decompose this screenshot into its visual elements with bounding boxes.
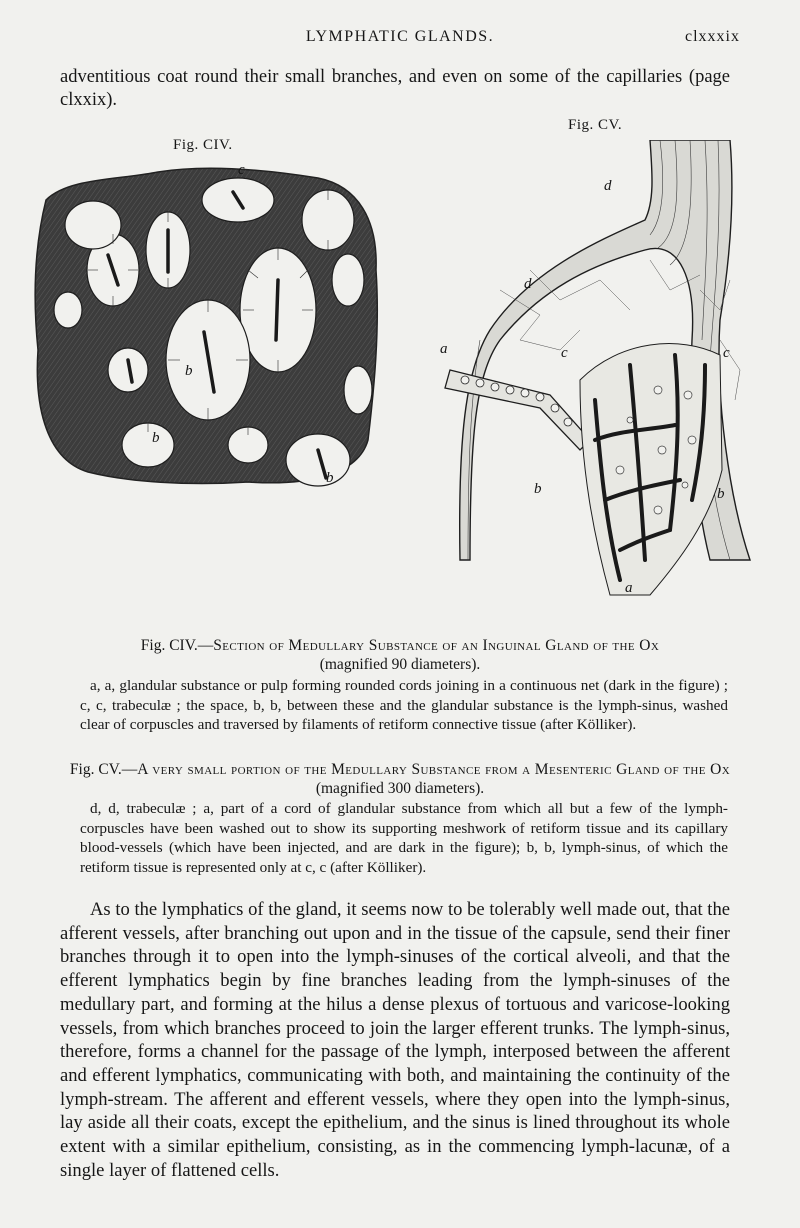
page-header	[60, 28, 740, 52]
fig-104-caption-magnification: (magnified 90 diameters).	[319, 656, 481, 673]
running-head: LYMPHATIC GLANDS.	[305, 28, 495, 45]
fig-104-caption-prefix: Fig. CIV.—	[140, 637, 214, 654]
fig-105-caption-smallcaps: A very small portion of the Medullary Substance from a Mesenteric Gland of the Ox	[137, 761, 731, 778]
fig-105-letter-a: a	[440, 341, 448, 357]
fig-104-letter-b: b	[152, 430, 160, 446]
main-paragraph: As to the lymphatics of the gland, it seems now to be tolerably well made out, that the afferent vessels, after branching out upon and in the tissue of the capsule, send their finer branches through it to open into the lymph-sinuses of the cortical alveoli, and that the efferent lymphatics begin by fine branches leading from the lymph-sinuses of the medullary part, and forming at the hilus a dense plexus of tortuous and varicose-looking vessels, from which branches proceed to join the larger efferent trunks. The lymph-sinus, therefore, forms a channel for the passage of the lymph, interposed between the afferent and efferent lymphatics, communicating with both, and maintaining the continuity of the lymph-stream. The afferent and efferent vessels, where they open into the lymph-sinus, lay aside all their coats, except the epithelium, and the sinus is lined throughout its whole extent with a similar epithelium, consisting, as in the commencing lymph-lacunæ, of a single layer of flattened cells.	[60, 899, 730, 1181]
fig-105-caption-prefix: Fig. CV.—	[69, 761, 138, 778]
fig-105-letter-c: c	[561, 345, 568, 361]
fig-105-letter-c: c	[723, 345, 730, 361]
fig-105-caption-title	[60, 760, 740, 798]
fig-104-label: Fig. CIV.	[173, 137, 233, 153]
fig-105-letter-d: d	[604, 178, 612, 194]
intro-paragraph: adventitious coat round their small branches, and even on some of the capillaries (page clxxix).	[60, 67, 730, 110]
fig-104-letter-b: b	[185, 363, 193, 379]
fig-104-caption-title	[60, 636, 740, 674]
fig-104-letter-b: b	[326, 470, 334, 486]
page-number: clxxxix	[685, 28, 740, 45]
fig-104-letter-c: c	[238, 162, 245, 178]
fig-105-caption-magnification: (magnified 300 diameters).	[315, 780, 485, 797]
fig-105-letter-a: a	[625, 580, 633, 596]
fig-104-caption-body: a, a, glandular substance or pulp forming rounded cords joining in a continuous net (dark in the figure) ; c, c, trabeculæ ; the space, b, b, between these and the glandular substance is the lymph-sinus, washed clear of corpuscles and traversed by filaments of retiform connective tissue (after Kölliker).	[80, 677, 728, 733]
fig-105-illustration	[430, 140, 770, 600]
fig-105-letter-b: b	[717, 486, 725, 502]
fig-105-label: Fig. CV.	[568, 117, 623, 133]
fig-105-letter-b: b	[534, 481, 542, 497]
fig-104-caption-smallcaps: Section of Medullary Substance of an Inguinal Gland of the Ox	[213, 637, 660, 654]
fig-105-letter-d: d	[524, 276, 532, 292]
fig-105-caption-body: d, d, trabeculæ ; a, part of a cord of glandular substance from which all but a few of the lymph-corpuscles have been washed out to show its supporting meshwork of retiform tissue and its capillary blood-vessels (which have been injected, and are dark in the figure); b, b, lymph-sinus, of which the retiform tissue is represented only at c, c (after Kölliker).	[80, 800, 728, 876]
fig-104-illustration	[28, 160, 383, 490]
